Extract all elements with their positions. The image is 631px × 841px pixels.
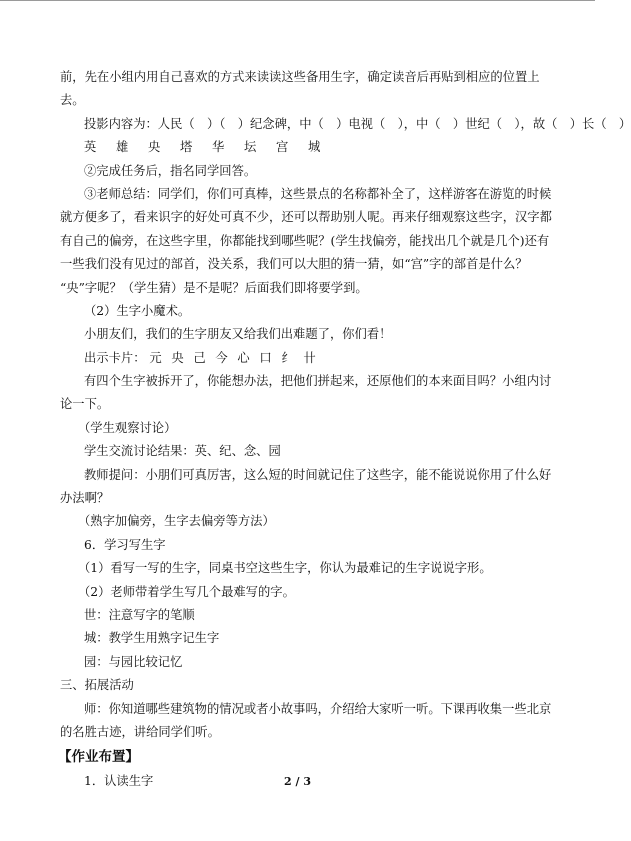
- section-heading: 三、拓展活动: [60, 678, 134, 693]
- paragraph-line: 学生交流讨论结果：英、纪、念、园: [84, 444, 281, 459]
- option-char: 央: [148, 140, 161, 155]
- option-char: 坛: [244, 140, 257, 155]
- card-char: 元: [149, 350, 162, 365]
- option-char: 城: [308, 140, 321, 155]
- paragraph-line: ②完成任务后，指名同学回答。: [84, 163, 257, 178]
- paragraph-line: 的名胜古迹，讲给同学们听。: [60, 724, 220, 739]
- card-characters: [149, 347, 325, 370]
- card-char: 心: [237, 350, 250, 365]
- paragraph-line: 小朋友们，我们的生字朋友又给我们出难题了，你们看！: [84, 327, 392, 342]
- option-char: 英: [84, 140, 97, 155]
- card-line: [60, 347, 538, 370]
- paragraph-line: （2）生字小魔术。: [84, 303, 191, 318]
- section-subheading: 6．学习写生字: [84, 537, 166, 552]
- paragraph-line: 一些我们没有见过的部首，没关系，我们可以大胆的猜一猜，如“宫”字的部首是什么？: [60, 257, 528, 272]
- card-label: 出示卡片：: [84, 350, 146, 365]
- option-char: 宫: [276, 140, 289, 155]
- paragraph-line: 投影内容为：人民（ ）（ ）纪念碑，中（ ）电视（ ），中（ ）世纪（ ），故（ ）长（ ）: [84, 116, 631, 131]
- homework-heading: 【作业布置】: [58, 749, 139, 766]
- paragraph-line: （学生观察讨论）: [78, 420, 177, 435]
- card-char: 口: [259, 350, 272, 365]
- document-body: [58, 66, 631, 794]
- paragraph-line: 师：你知道哪些建筑物的情况或者小故事吗，介绍给大家听一听。下课再收集一些北京: [84, 701, 552, 716]
- paragraph-line: （2）老师带着学生写几个最难写的字。: [78, 584, 295, 599]
- paragraph-line: ③老师总结：同学们，你们可真棒，这些景点的名称都补全了，这样游客在游览的时候: [84, 186, 552, 201]
- card-char: 卄: [303, 350, 316, 365]
- paragraph-line: 世：注意写字的笔顺: [84, 607, 195, 622]
- paragraph-line: 城：教学生用熟字记生字: [84, 631, 220, 646]
- paragraph-line: （熟字加偏旁，生字去偏旁等方法）: [78, 514, 275, 529]
- paragraph-line: 论一下。: [60, 397, 110, 412]
- paragraph-line: 就方便多了，看来识字的好处可真不少，还可以帮助别人呢。再来仔细观察这些字，汉字都: [60, 210, 552, 225]
- paragraph-line: 前，先在小组内用自己喜欢的方式来读读这些备用生字，确定读音后再贴到相应的位置上: [60, 70, 540, 84]
- paragraph-line: 办法啊？: [60, 491, 110, 506]
- paragraph-line: 有四个生字被拆开了，你能想办法，把他们拼起来，还原他们的本来面目吗？小组内讨: [84, 374, 552, 389]
- card-char: 纟: [281, 350, 294, 365]
- paragraph-line: 园：与园比较记忆: [84, 654, 183, 669]
- card-char: 今: [215, 350, 228, 365]
- option-char: 塔: [180, 140, 193, 155]
- option-char: 华: [212, 140, 225, 155]
- option-char: 雄: [116, 140, 129, 155]
- paragraph-line: 有自己的偏旁，在这些字里，你都能找到哪些呢？(学生找偏旁，能找出几个就是几个)还有: [60, 233, 550, 248]
- page-number: 2 / 3: [284, 775, 311, 788]
- option-characters: [60, 136, 538, 159]
- paragraph-line: “央”字呢？（学生猜）是不是呢？后面我们即将要学到。: [60, 280, 368, 295]
- card-char: 央: [171, 350, 184, 365]
- homework-item: 1．认读生字: [84, 774, 154, 789]
- header-rule: [0, 0, 595, 1]
- card-char: 己: [193, 350, 206, 365]
- paragraph-line: 去。: [60, 93, 85, 108]
- paragraph-line: 教师提问：小朋们可真厉害，这么短的时间就记住了这些字，能不能说说你用了什么好: [84, 467, 552, 482]
- paragraph-line: （1）看写一写的生字，同桌书空这些生字，你认为最难记的生字说说字形。: [78, 561, 492, 576]
